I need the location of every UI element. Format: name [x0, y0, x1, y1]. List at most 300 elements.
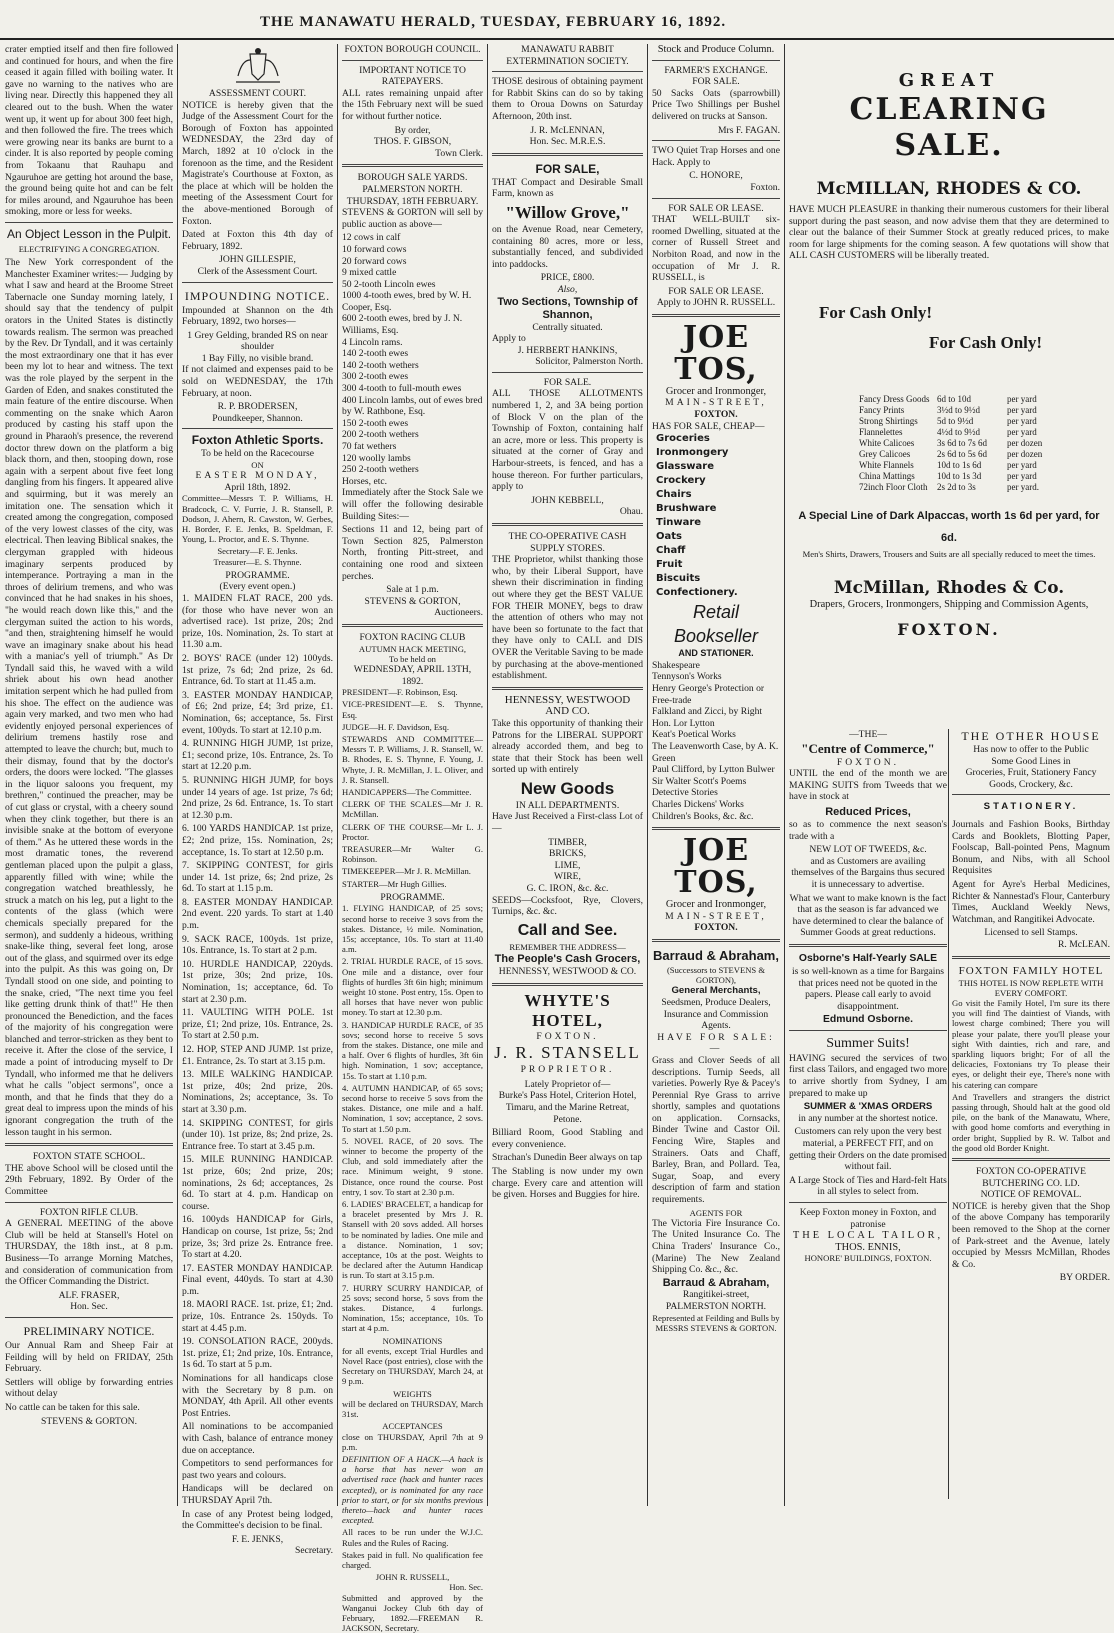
family-hotel-verse: Go visit the Family Hotel, I'm sure its there you will find The daintiest of Viands, with lowest charge combined; There you will please your palate, there you'll please your sight With dainties, rich and rare, and sparkling liquors bright; For of all the delicacies, Foxtonians try To please their eyes, or delight their eye, There's none with his catering can compare — [952, 997, 1110, 1090]
column-divider — [337, 44, 338, 1506]
sports-treasurer: Treasurer—E. S. Thynne. — [213, 556, 302, 567]
race-item: 7. HURRY SCURRY HANDICAP, of 25 sovs; second horse, 5 sovs from the stakes. Distance, 4 furlongs. Nomination, 15s; acceptance, 10s. To start at 4 p.m. — [342, 1282, 483, 1334]
price-row — [789, 482, 1109, 493]
stock-item: 150 2-tooth ewes — [342, 417, 409, 429]
goods-list — [652, 432, 780, 600]
racing-stakes: Stakes paid in full. No qualification fee charged. — [342, 1549, 483, 1570]
also-label: Also, — [557, 283, 578, 295]
yards-place: PALMERSTON NORTH. — [362, 183, 463, 195]
impounding-signature-title: Poundkeeper, Shannon. — [212, 412, 303, 424]
apply-label: Apply to — [492, 333, 526, 345]
racing-acceptances: close on THURSDAY, April 7th at 9 p.m. — [342, 1431, 483, 1452]
price-row — [789, 405, 1109, 416]
price-item-unit: per yard — [1007, 404, 1037, 415]
stansell-name: J. R. STANSELL — [494, 1043, 641, 1063]
butcher-title: FOXTON CO-OPERATIVE BUTCHERING CO. LD. — [976, 1165, 1086, 1189]
stock-column-title: Stock and Produce Column. — [657, 44, 775, 55]
price-item-unit: per dozen — [1007, 437, 1043, 448]
stock-item: 4 Lincoln rams. — [342, 336, 403, 348]
sports-on: ON — [251, 460, 264, 471]
family-hotel-more: And Travellers and strangers the district passing through, Should halt at the good old pile, on the bank of the Manawatu, Where, with good home comforts and everything in order bright, Supplied by R. W. Talbot and the good old Border Knight. — [952, 1091, 1110, 1153]
separator — [492, 153, 643, 156]
separator — [652, 314, 780, 317]
call-and-see: Call and See. — [517, 921, 618, 939]
sports-signature-title: Secretary. — [295, 1545, 333, 1557]
book-item: Falkland and Zicci, by Right Hon. Lor Lytton — [652, 706, 763, 729]
price-item-price: 10d to 1s 3d — [937, 470, 982, 481]
sports-signature: F. E. JENKS, — [231, 1533, 284, 1545]
groceries-line: Groceries, Fruit, Stationery Fancy Goods, Crockery, &c. — [965, 767, 1097, 790]
price-item-price: 2s 6d to 5s 6d — [937, 448, 988, 459]
programme-title: PROGRAMME. — [225, 569, 290, 581]
council-order: By order, — [394, 124, 431, 136]
separator — [652, 827, 780, 830]
lease-label: FOR SALE OR LEASE. — [668, 285, 764, 297]
oats-notice: 50 Sacks Oats (sparrowbill) Price Two Shillings per Bushel delivered on trucks at Sanson. — [652, 87, 780, 122]
price-row — [789, 438, 1109, 449]
ennis-name: THOS. ENNIS, — [835, 1241, 901, 1253]
trap-notice: TWO Quiet Trap Horses and one Hack. Apply to — [652, 145, 780, 168]
agents-label: AGENTS FOR — [689, 1207, 743, 1218]
price-item-unit: per yard — [1007, 459, 1037, 470]
sale-body: THAT Compact and Desirable Small Farm, known as — [492, 176, 643, 200]
osborne-body: is so well-known as a time for Bargains that prices need not be quoted in the papers. Please call early to avoid disappointment. — [792, 965, 944, 1012]
separator — [492, 71, 643, 72]
event-item: 6. 100 YARDS HANDICAP. 1st prize, £2; 2nd prize, 15s. Nomination, 2s; acceptance, 1s. To start at 12.50 p.m. — [182, 823, 333, 858]
separator — [492, 983, 643, 986]
sale-title: FOR SALE, — [535, 161, 600, 176]
separator — [952, 794, 1110, 795]
joe-tos-street-2: MAIN-STREET, — [665, 910, 767, 922]
whyte-hotel-place: FOXTON. — [536, 1030, 599, 1042]
price-item-name: 72inch Floor Cloth — [859, 481, 928, 492]
racing-official: STEWARDS AND COMMITTEE—Messrs T. P. Williams, J. R. Stansell, W. B. Rhodes, E. S. Thynne, F. Young, J. Whyte, J. R. McMillan, J. L. Oliver, and J. R. Stansell. — [342, 733, 483, 785]
race-item: 4. AUTUMN HANDICAP, of 65 sovs; second horse to receive 5 sovs from the stakes. Distance, one mile and a half. Nomination, 1 sov; acceptance, 2 sovs. To start at 1.50 p.m. — [342, 1082, 483, 1134]
programme-subtitle: (Every event open.) — [219, 581, 296, 593]
council-title: FOXTON BOROUGH COUNCIL. — [344, 44, 481, 55]
price-item-unit: per yard — [1007, 393, 1037, 404]
centre-until: UNTIL the end of the month we are MAKING SUITS from Tweeds that we have in stock at — [789, 768, 947, 803]
sports-secretary: Secretary—F. E. Jenks. — [217, 546, 298, 557]
book-item: Tennyson's Works — [652, 671, 722, 683]
racing-acceptances-title: ACCEPTANCES — [382, 1421, 443, 1432]
rabbit-title: MANAWATU RABBIT EXTERMINATION SOCIETY. — [506, 44, 629, 67]
left-subcolumn — [789, 729, 947, 1264]
lesson-title: An Object Lesson in the Pulpit. — [6, 226, 172, 241]
seeds-line: SEEDS—Cocksfoot, Rye, Clovers, Turnips, &c. &c. — [492, 894, 643, 918]
agent-line: Agent for Ayre's Herbal Medicines, Richter & Nannestad's Flour, Canterbury Times, Auckland Weekly News, Watchman, and Rangitikei Advocate. — [952, 878, 1110, 925]
yards-date: THURSDAY, 18TH FEBRUARY. — [346, 195, 479, 207]
centre-place: FOXTON. — [836, 756, 900, 768]
dwelling-notice: THAT WELL-BUILT six-roomed Dwelling, situated at the corner of Russell Street and Norbiton Road, and now in the occupation of Mr J. R. RUSSELL, is — [652, 214, 780, 284]
by-order: BY ORDER. — [1059, 1272, 1110, 1284]
joe-tos-place: FOXTON. — [694, 409, 738, 421]
goods-item: Groceries — [656, 433, 710, 445]
coop-title: THE CO-OPERATIVE CASH SUPPLY STORES. — [508, 531, 627, 554]
family-hotel-subtitle: THIS HOTEL IS NOW REPLETE WITH EVERY COMFORT. — [958, 977, 1104, 998]
separator — [789, 1030, 947, 1031]
goods-item: Brushware — [656, 503, 717, 515]
hotels-list: Burke's Pass Hotel, Criterion Hotel, Timaru, and the Marine Retreat, Petone. — [498, 1090, 637, 1125]
centre-of-commerce: "Centre of Commerce," — [801, 740, 935, 756]
event-item: 19. CONSOLATION RACE, 200yds. 1st. prize, £1; 2nd prize, 10s. Entrance, 1s 6d. To start at 5 p.m. — [182, 1336, 333, 1371]
preliminary-title: PRELIMINARY NOTICE. — [23, 1323, 155, 1338]
masthead — [0, 0, 1114, 40]
column-4 — [489, 44, 646, 1506]
yards-terms: Sale at 1 p.m. — [386, 584, 439, 596]
event-item: 17. EASTER MONDAY HANDICAP. Final event, 440yds. To start at 4.30 p.m. — [182, 1262, 333, 1297]
shannon-subtitle: Centrally situated. — [532, 321, 603, 333]
price-item-unit: per yard — [1007, 426, 1037, 437]
mcmillan-title-2: McMillan, Rhodes & Co. — [833, 578, 1065, 599]
lease-label: FOR SALE OR LEASE. — [668, 202, 764, 214]
apply-russell: Apply to JOHN R. RUSSELL. — [656, 297, 776, 309]
stock-item: 9 mixed cattle — [342, 267, 397, 279]
family-hotel-title: FOXTON FAMILY HOTEL — [958, 964, 1104, 977]
separator — [342, 164, 483, 167]
stock-item: 12 cows in calf — [342, 232, 401, 244]
assessment-signature-title: Clerk of the Assessment Court. — [197, 265, 318, 277]
goods-item: Tinware — [656, 517, 702, 529]
event-item: 5. RUNNING HIGH JUMP, for boys under 14 years of age. 1st prize, 7s 6d; 2nd prize, 2s 6d. Entrance, 1s. To start at 12.30 p.m. — [182, 774, 333, 821]
sports-footnote: Competitors to send performances for past two years and colours. — [182, 1458, 333, 1481]
joe-tos-title-2: JOE TOS, — [674, 833, 758, 901]
racing-official: CLERK OF THE COURSE—Mr L. J. Proctor. — [342, 821, 483, 842]
proprietor-label: PROPRIETOR. — [520, 1064, 615, 1076]
ties-line: A Large Stock of Ties and Hard-felt Hats in all styles to select from. — [789, 1174, 947, 1198]
hennessy-title: HENNESSY, WESTWOOD AND CO. — [504, 693, 631, 718]
new-tweeds: NEW LOT OF TWEEDS, &c. — [809, 844, 927, 856]
column-2 — [179, 44, 336, 1557]
separator — [342, 624, 483, 627]
event-item: 8. EASTER MONDAY HANDICAP. 2nd event. 220 yards. To start at 1.40 p.m. — [182, 896, 333, 932]
price-item-price: 3s 6d to 7s 6d — [937, 437, 988, 448]
subcolumn-divider — [948, 729, 949, 1499]
book-item: Paul Clifford, by Lytton Bulwer — [652, 764, 775, 776]
stock-item: 70 fat wethers — [342, 441, 397, 452]
alpaca-line: A Special Line of Dark Alpaccas, worth 1s 6d per yard, for 6d. — [798, 509, 1100, 544]
book-item: Sir Walter Scott's Poems — [652, 775, 747, 787]
racing-nominations-title: NOMINATIONS — [382, 1335, 443, 1346]
event-item: 4. RUNNING HIGH JUMP, 1st prize, £1; second prize, 10s. Entrance, 2s. To start at 12.20 p.m. — [182, 738, 333, 773]
lately-label: Lately Proprietor of— — [524, 1078, 611, 1090]
rabbit-signature: J. R. McLENNAN, — [530, 124, 605, 136]
separator — [5, 1143, 173, 1146]
price-list — [789, 394, 1109, 493]
kebbell-place: Ohau. — [619, 506, 643, 518]
separator — [5, 1202, 173, 1203]
racing-signature: JOHN R. RUSSELL, — [375, 1572, 450, 1583]
impounding-signature: R. P. BRODERSEN, — [217, 401, 298, 413]
event-item: 16. 100yds HANDICAP for Girls, Handicap on course, 1st prize, 5s; 2nd prize, 3s; 3rd prize 2s. Entrance free. To start at 4.20. — [182, 1214, 333, 1261]
drapers-line: Drapers, Grocers, Ironmongers, Shipping and Commission Agents, — [809, 599, 1089, 611]
racing-official: PRESIDENT—F. Robinson, Esq. — [342, 687, 458, 698]
price-item-name: Strong Shirtings — [859, 415, 918, 426]
assessment-title: ASSESSMENT COURT. — [208, 88, 307, 99]
racing-programme-title: PROGRAMME. — [380, 891, 445, 903]
event-item: 11. VAULTING WITH POLE. 1st prize, £1; 2nd prize, 10s. Entrance, 2s. To start at 2.50 p.m. — [182, 1007, 333, 1042]
honore-buildings: HONORE' BUILDINGS, FOXTON. — [804, 1253, 932, 1264]
price-item-name: Grey Calicoes — [859, 448, 911, 459]
separator — [652, 140, 780, 141]
goods-item: Crockery — [656, 475, 706, 487]
racing-official: TIMEKEEPER—Mr J. R. McMillan. — [342, 866, 471, 877]
mcmillan-intro: HAVE MUCH PLEASURE in thanking their numerous customers for their liberal support during the past season, and now advise them that they are determined to clear out the balance of their Summer Stock at greatly reduced prices, to make room for large shipments for the coming season. A few quotations will show that ALL CASH CUSTOMERS will be liberally treated. — [789, 204, 1109, 262]
removal-title: NOTICE OF REMOVAL. — [980, 1189, 1082, 1201]
shirts-line: Men's Shirts, Drawers, Trousers and Suits are all specially reduced to meet the times. — [802, 548, 1096, 559]
event-item: 1. MAIDEN FLAT RACE, 200 yds. (for those who have never won an advertised race). 1st prize, 20s; 2nd prize, 10s. Nomination, 2s. To start at 11.30 a.m. — [182, 593, 333, 651]
price-item-price: 5d to 9½d — [937, 415, 974, 426]
clearing-sale-title: CLEARING SALE. — [849, 92, 1049, 163]
goods-item: Confectionery. — [656, 587, 738, 599]
stock-item: 120 woolly lambs — [342, 452, 411, 464]
remember-label: REMEMBER THE ADDRESS— — [509, 941, 626, 952]
masthead-title: THE MANAWATU HERALD, TUESDAY, FEBRUARY 16, 1892. — [260, 14, 727, 30]
stock-list — [342, 232, 483, 487]
book-item: The Leavenworth Case, by A. K. Green — [652, 741, 779, 764]
council-subtitle: IMPORTANT NOTICE TO RATEPAYERS. — [359, 64, 466, 88]
stock-item: 1000 4-tooth ewes, bred by W. H. Cooper, Esq. — [342, 290, 472, 313]
stock-item: 250 2-tooth wethers — [342, 464, 419, 476]
book-item: Shakespeare — [652, 659, 700, 671]
willow-grove-body: on the Avenue Road, near Cemetery, containing 80 acres, more or less, substantially fenced, and subdivided into paddocks. — [492, 223, 643, 270]
stock-item: 10 forward cows — [342, 243, 407, 255]
price-row — [789, 471, 1109, 482]
timber-item: TIMBER, — [548, 836, 587, 848]
price-item-unit: per yard. — [1007, 481, 1039, 492]
timber-item: G. C. IRON, &c. &c. — [526, 883, 609, 895]
sports-day: EASTER MONDAY, — [195, 470, 320, 482]
column-divider — [177, 44, 178, 1506]
lesson-subtitle: ELECTRIFYING A CONGREGATION. — [18, 243, 160, 254]
barraud-title-2: Barraud & Abraham, — [662, 1276, 770, 1289]
centre-the: —THE— — [849, 729, 887, 740]
willow-grove-title: "Willow Grove," — [505, 202, 630, 222]
race-item: 1. FLYING HANDICAP, of 25 sovs; second horse to receive 3 sovs from the stakes. Distance, ½ mile. Nomination, 15s; acceptance, 10s. To start at 11.40 a.m. — [342, 903, 483, 955]
price-item-name: White Flannels — [859, 459, 914, 470]
stock-item: 300 2-tooth ewes — [342, 371, 409, 383]
price-item-price: 10d to 1s 6d — [937, 459, 982, 470]
stationery-title: STATIONERY. — [983, 801, 1079, 813]
have-for-sale: HAVE FOR SALE:— — [657, 1031, 775, 1055]
impounding-more: If not claimed and expenses paid to be sold on WEDNESDAY, the 17th February, at noon. — [182, 364, 333, 399]
price-row — [789, 394, 1109, 405]
shannon-title: Two Sections, Township of Shannon, — [497, 295, 638, 321]
column-divider — [487, 44, 488, 1506]
hennessy-body: Take this opportunity of thanking their Patrons for the LIBERAL SUPPORT already accorded them, and beg to state that their Stock has been well sorted up with entirely — [492, 717, 643, 776]
some-good-lines: Some Good Lines in — [991, 755, 1071, 767]
yards-signature: STEVENS & GORTON, — [364, 595, 461, 607]
racing-date: WEDNESDAY, APRIL 13TH, 1892. — [353, 663, 472, 687]
rifle-body: A GENERAL MEETING of the above Club will be held at Stansell's Hotel on THURSDAY, the 18th inst., at 8 p.m. Business—To arrange Morning Matches, and consideration of communication from the Officer Commanding the District. — [5, 1218, 173, 1288]
rifle-title: FOXTON RIFLE CLUB. — [39, 1206, 139, 1218]
whyte-hotel-title: WHYTE'S HOTEL, — [524, 990, 611, 1030]
osborne-signature: Edmund Osborne. — [822, 1014, 914, 1026]
price-row — [789, 460, 1109, 471]
book-item: Henry George's Protection or Free-trade — [652, 683, 765, 706]
allotments-title: FOR SALE. — [543, 376, 592, 388]
price-row — [789, 427, 1109, 438]
coat-of-arms-icon — [228, 46, 288, 86]
column-6 — [786, 44, 1112, 1506]
goods-item: Glassware — [656, 461, 714, 473]
event-item: 9. SACK RACE, 100yds. 1st prize, 10s. Entrance, 1s. To start at 2 p.m. — [182, 933, 333, 957]
racing-official: CLERK OF THE SCALES—Mr J. R. McMillan. — [342, 799, 483, 820]
racing-rules: All races to be run under the W.J.C. Rules and the Rules of Racing. — [342, 1527, 483, 1548]
received-label: Have Just Received a First-class Lot of— — [492, 811, 643, 835]
strachan-line: Strachan's Dunedin Beer always on tap — [492, 1152, 643, 1164]
event-item: 3. EASTER MONDAY HANDICAP, of £6; 2nd prize, £4; 3rd prize, £1. Nomination, 6s; acceptance, 5s. First event, 100yds. To start at 12.10 p.m. — [182, 689, 333, 736]
stock-item: 140 2-tooth wethers — [342, 359, 419, 371]
book-item: Keat's Poetical Works — [652, 729, 736, 741]
separator — [342, 60, 483, 61]
preliminary-signature: STEVENS & GORTON. — [41, 1415, 137, 1427]
rifle-signature-title: Hon. Sec. — [70, 1301, 108, 1313]
timber-item: WIRE, — [554, 871, 581, 883]
separator — [952, 1158, 1110, 1161]
racing-subtitle: AUTUMN HACK MEETING, — [358, 643, 467, 654]
racing-title: FOXTON RACING CLUB — [359, 631, 466, 643]
race-item: 2. TRIAL HURDLE RACE, of 15 sovs. One mile and a distance, over four flights of hurdles 3ft 6in high; minimum weight 10 stone. Post entry, 15s. Open to all horses that have never won public money. To start at 12.30 p.m. — [342, 956, 483, 1018]
event-list — [182, 593, 333, 1371]
foxton-title: FOXTON. — [897, 619, 1001, 639]
racing-weights: will be declared on THURSDAY, March 31st. — [342, 1398, 483, 1420]
book-item: Children's Books, &c. &c. — [652, 810, 754, 822]
impounding-title: IMPOUNDING NOTICE. — [184, 288, 331, 303]
merchants-label: General Merchants, — [671, 985, 761, 997]
event-item: 7. SKIPPING CONTEST, for girls under 14. 1st prize, 6s; 2nd prize, 2s 6d. To start at 1.15 p.m. — [182, 860, 333, 895]
goods-item: Ironmongery — [656, 447, 729, 459]
agencies: The Victoria Fire Insurance Co. The United Insurance Co. The China Traders' Insurance Co., (Marine) The New Zealand Shipping Co. &c., &c. — [652, 1217, 780, 1276]
price-item-price: 4½d to 9½d — [937, 426, 981, 437]
goods-item: Chairs — [656, 489, 692, 501]
yards-sites: Sections 11 and 12, being part of Town Section 825, Palmerston North, fronting Pitt-street, and containing one rood and sixteen perches. — [342, 524, 483, 582]
preliminary-body: Our Annual Ram and Sheep Fair at Feilding will by held on FRIDAY, 25th February. — [5, 1339, 173, 1375]
keep-foxton: Keep Foxton money in Foxton, and patronise — [799, 1207, 937, 1230]
race-item: 6. LADIES' BRACELET, a handicap for a bracelet presented by Mrs J. R. Stansell with 20 sovs added. All horses to be nominated by ladies. One mile and a distance. Nomination, 1 sov; acceptance, 10s at the post. Weights to be declared after the Autumn Handicap is run. To start at 3.15 p.m. — [342, 1199, 483, 1281]
impounding-item: 1 Bay Filly, no visible brand. — [201, 352, 314, 364]
column-1 — [2, 44, 176, 1506]
stock-item: 200 2-tooth wethers — [342, 429, 419, 441]
customers-rely: Customers can rely upon the very best material, a PERFECT FIT, and on getting their Orders on the date promised without fail. — [789, 1126, 947, 1173]
stock-item: 140 2-tooth ewes — [342, 348, 409, 360]
retail-bookseller: Retail Bookseller — [673, 602, 759, 647]
event-item: 13. MILE WALKING HANDICAP. 1st prize, 40s; 2nd prize, 20s. Nominations, 2s; acceptance, 3s. To start at 3.30 p.m. — [182, 1069, 333, 1115]
column-divider — [784, 44, 785, 1506]
coop-body: THE Proprietor, whilst thanking those who, by their Liberal Support, have shewn their discrimination in finding out where they get the BEST VALUE FOR THEIR MONEY, begs to draw the attention of others who may not have been so fortunate to the fact that they have only to CALL and DIS OVER the Veritable Saving to be made by purchasing at the above-mentioned establishment. — [492, 554, 643, 682]
separator — [952, 956, 1110, 959]
summer-suits: Summer Suits! — [826, 1035, 910, 1051]
race-list — [342, 903, 483, 1333]
price-item-name: Fancy Prints — [859, 404, 905, 415]
great-title: GREAT — [898, 70, 1000, 91]
sports-committee: Committee—Messrs T. P. Williams, H. Bradcock, C. V. Furrie, J. R. Stansell, P. Dodson, J. Ahern, R. Cawston, W. Gerbes, H. Border, F. E. Jenks, B. Speldman, F. Young, L. Proctor, and E. S. Thynne. — [182, 493, 333, 545]
right-subcolumn — [952, 729, 1110, 1284]
barraud-represented: Represented at Feilding and Bulls by MESSRS STEVENS & GORTON. — [652, 1312, 780, 1333]
billiard-line: Billiard Room, Good Stabling and every convenience. — [492, 1127, 643, 1150]
joe-tos-subtitle: Grocer and Ironmonger, — [665, 385, 767, 397]
stationer-label: AND STATIONER. — [678, 648, 754, 659]
other-house-body: Has now to offer to the Public — [973, 744, 1089, 755]
want-known: What we want to make known is the fact that as the season is far advanced we have determined to clear the balance of Summer Goods at great reductions. — [789, 892, 947, 939]
willow-grove-price: PRICE, £800. — [540, 272, 595, 284]
farmers-exchange: FARMER'S EXCHANGE. — [664, 64, 768, 76]
racing-approved: Submitted and approved by the Wanganui Jockey Club 6th day of February, 1892.—FREEMAN R. JACKSON, Secretary. — [342, 1592, 483, 1633]
separator — [652, 198, 780, 199]
price-item-price: 3½d to 9½d — [937, 404, 981, 415]
seedsmen-label: Seedsmen, Produce Dealers, — [661, 996, 771, 1008]
mcmillan-title: McMILLAN, RHODES & CO. — [816, 179, 1082, 199]
honore-name: C. HONORE, — [689, 170, 743, 182]
sports-title: Foxton Athletic Sports. — [191, 433, 324, 448]
racing-nominations: for all events, except Trial Hurdles and Novel Race (post entries), close with the Secretary on THURSDAY, March 24, at 9 p.m. — [342, 1345, 483, 1387]
stock-item: 300 4-tooth to full-mouth ewes — [342, 383, 462, 395]
impounding-item: 1 Grey Gelding, branded RS on near shoulder — [187, 329, 328, 353]
peoples-signature: HENNESSY, WESTWOOD & CO. — [498, 966, 637, 978]
separator — [492, 523, 643, 526]
volcano-article: crater emptied itself and then fire followed and continued for hours, and when the fire ceased it again filled with boiling water. It gave no warning to the natives who are living near. Directly this happened they all cleared out to the bush. When the water went up, it went up for about 300 feet high, and then followed the fire. The trees which were growing near its banks are burnt to a cinder. It is also reported by people coming from Tokaanu that Rauhapu and Ngauruhoe are getting hot around the base, the ground being quite hot and can be felt for miles around, and Ngauruhoe has been smoking, more or less for weeks. — [5, 44, 173, 218]
price-item-unit: per dozen — [1007, 448, 1043, 459]
customers-availing: and as Customers are availing themselves of the Bargains thus secured it is unnecessary to advertise. — [791, 855, 945, 890]
yards-signature-title: Auctioneers. — [434, 607, 483, 619]
stock-item: 400 Lincoln lambs, out of ewes bred by W. Rathbone, Esq. — [342, 394, 483, 418]
kebbell-name: JOHN KEBBELL, — [531, 494, 604, 506]
separator — [5, 1317, 173, 1318]
book-list — [652, 660, 780, 822]
reduced-prices: Reduced Prices, — [825, 805, 911, 818]
column-divider — [647, 44, 648, 1506]
racing-official: STARTER—Mr Hugh Gillies. — [342, 878, 447, 889]
book-item: Charles Dickens' Works — [652, 798, 744, 810]
assessment-signature: JOHN GILLESPIE, — [219, 254, 296, 266]
stock-item: 20 forward cows — [342, 255, 407, 267]
joe-tos-subtitle-2: Grocer and Ironmonger, — [665, 899, 767, 911]
mclean-signature: R. McLEAN. — [1058, 938, 1110, 950]
separator — [492, 687, 643, 690]
price-item-name: Fancy Dress Goods — [859, 393, 930, 404]
school-body: THE above School will be closed until the 29th February, 1892. By Order of the Committee — [5, 1162, 173, 1198]
event-item: 15. MILE RUNNING HANDICAP. 1st prize, 60s; 2nd prize, 20s; nominations, 2s 6d; acceptances, 2s 6d. To start at 4. p.m. Handicap on course. — [182, 1154, 333, 1212]
separator — [789, 1202, 947, 1203]
joe-tos-has: HAS FOR SALE, CHEAP— — [652, 420, 765, 432]
stock-item: 50 2-tooth Lincoln ewes — [342, 278, 436, 290]
licensed-line: Licensed to sell Stamps. — [984, 927, 1078, 939]
new-goods-title: New Goods — [520, 778, 615, 798]
insurance-label: Insurance and Commission Agents. — [663, 1008, 769, 1032]
timber-item: BRICKS, — [548, 848, 587, 860]
lesson-body: The New York correspondent of the Manchester Examiner writes:— Judging by what I saw and heard at the Broome Street Tabernacle one Sunday morning lately, I should say that the tendency of pulpit orators in the United States is distinctly towards realism. The sermon was preached by the Rev. Dr Tyndall, and it was certainly the most extraordinary one that it has ever been my lot to hear and witness. The text was the role played by the serpent in the Garden of Eden, and snakes constituted the main feature of the entire discourse. When commenting on the snake which Aaron produced by casting his staff upon the ground in Pharaoh's presence, the reverend doctor threw down on the platform a big black thorn, and then, stooping down, rose again with a serpent about five feet long dangling from his fingers. It appeared alive and squirming, but it was merely an imitation one. The sensation which it created among the congregation, composed of the very lowest classes of the city, was electrical. Then leaving Biblical snakes, the clergyman grappled with hideous imaginary serpents produced by intemperance. Portraying a man in the throes of delirium tremens, and who was convinced that he had snakes in his shoes, "he would reach down like this," and the clergyman suited the action to his words, "and then, straightening himself he would wave an imaginary snake about his head with a maniac's yell of triumph." As Dr Tyndall said this, he waved with a wild shriek about his own head another imitation serpent which he had pulled from his shoe. The effect on the audience was again very marked, and two men who had evidently enjoyed personal experiences of delirium tremens hastily rose and attempted to leave the church; but, much to their dismay, found that by the doctor's orders, the doors were locked. "The glasses in the liquor saloons you frequent, my brethren," continued the preacher, may be of cut glass or crystal, with a cheery sound when they clink together, but there is an invisible snake at the bottom of everyone of them." As he uttered these words in the most dramatic tones, the reverend gentleman placed upon the pulpit a glass, apparently filled with wine; while the congregation watched breathlessly, he struck a match on his leg, put a light to the contents of the glass (which were chemicals specially prepared for the sermon), and suddenly a hideous, writhing snake-like thing, several feet long, arose out of the glass, and squirmed over its edge into the pulpit. As this was going on, Dr Tyndall stood on one side, and pointing to the snake, cried, "The next time you feel like getting drunk think of that!" He then pronounced the Benediction, and the faces of the majority of his congregation were blanched and terror-stricken as they bent to receive it. After the close of the service, I made a point of introducing myself to Dr Tyndall, who informed me that he delivers what he calls "object sermons", once a month, and that he finds that they do a great deal to impress upon the minds of his ignorant congregation the truth of the lesson taught in his sermon. — [5, 257, 173, 1138]
race-item: 5. NOVEL RACE, of 20 sovs. The winner to become the property of the Club, and sold immediately after the race. Minimum weight, 9 stone. Distance, once round the course. Post entry, 1 sov. To start at 2.30 p.m. — [342, 1135, 483, 1197]
yards-title: BOROUGH SALE YARDS. — [357, 172, 468, 184]
xmas-orders: SUMMER & 'XMAS ORDERS — [803, 1101, 933, 1113]
joe-tos-title: JOE TOS, — [674, 319, 758, 387]
osborne-title: Osborne's Half-Yearly SALE — [798, 952, 938, 964]
stabling-line: The Stabling is now under my own charge. Every care and attention will be given. Horses and Buggies for hire. — [492, 1165, 643, 1201]
sports-subtitle: To be held on the Racecourse — [200, 448, 315, 460]
racing-definition: DEFINITION OF A HACK.—A hack is a horse that has never won an advertised race (hack and hunter races excepted), or is nominated for any race prior to start, or for six months previous thereto—hack and hunter races excepted. — [342, 1453, 483, 1526]
assessment-date: Dated at Foxton this 4th day of February, 1892. — [182, 229, 333, 252]
timber-list — [492, 837, 643, 895]
column-3 — [339, 44, 486, 1633]
book-item: Detective Stories — [652, 787, 718, 799]
goods-item: Chaff — [656, 545, 686, 557]
sports-footnote: In case of any Protest being lodged, the Committee's decision to be final. — [182, 1508, 333, 1532]
departments: IN ALL DEPARTMENTS. — [515, 799, 620, 811]
event-item: 18. MAORI RACE. 1st. prize, £1; 2nd. prize, 10s. Entrance 2s. 150yds. To start at 4.45 p.m. — [182, 1299, 333, 1334]
for-sale-label: FOR SALE. — [692, 76, 740, 88]
hankins-title: Solicitor, Palmerston North. — [535, 356, 643, 368]
assessment-body: NOTICE is hereby given that the Judge of the Assessment Court for the Borough of Foxton has appointed WEDNESDAY, the 23rd day of March, 1892 at 10 o'clock in the forenoon as the time, and the Resident Magistrate's Courthouse at Foxton, as the place at which will be holden the meeting of the Assessment Court for the above-mentioned Borough of Foxton. — [182, 99, 333, 227]
